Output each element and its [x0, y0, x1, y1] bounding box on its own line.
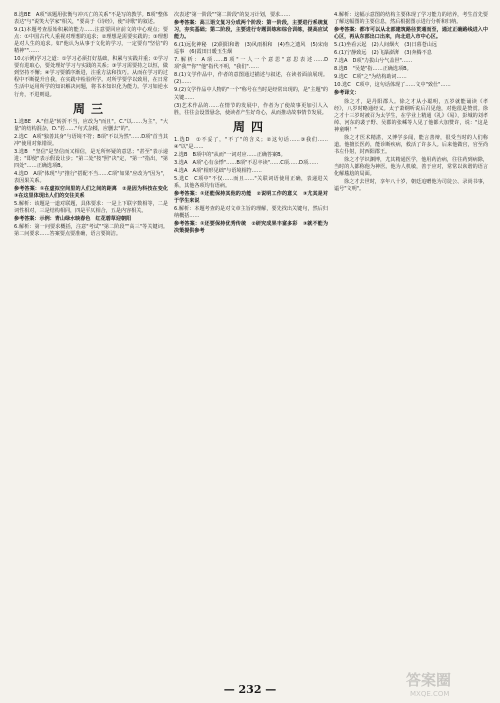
answer-paragraph: 徐之才医术精湛，又博学多闻，能言善辩，很受当时的人们称道。他擅长医药，能诊断疾病，救活了许多人。后来他做官，官至尚书左仆射，封西阳郡王。: [334, 134, 488, 155]
answer-paragraph: 1.选BE A."但是"转折不当，应改为"而且"。C."以……为主"，"大量"的结构混杂，D."若……"句式杂糅，应删去"的"。: [14, 118, 168, 132]
answer-paragraph: 6.解析：本题考查的是对文章主旨的理解，要先找出关键句，然后归纳概括……: [174, 206, 328, 220]
answer-paragraph: 参考答案：①还能保持其他的功能 ②说明工作的意义 ③尤其是对于学生来说: [174, 190, 328, 205]
watermark-text: 答案圈: [406, 671, 452, 689]
answer-paragraph: 8.选BE A项"该题用张衡与冲兴亡的关系"不是写的教学。B项"整体表达"与"说笑大学家"相关，"要高于《诗经》，使"诗歌"的叙述。: [14, 12, 168, 26]
answer-paragraph: 参考译文：: [334, 90, 360, 97]
answer-paragraph: 5.(1)坐看云起 (2)人间烟火 (3)日暮苍山远: [334, 42, 437, 49]
answer-paragraph: 参考答案：①在虚拟空间里的人们之间的距离 ②是因为科技在变化 ③在这里体现出人们的交往关系: [14, 185, 174, 200]
page-number: — 232 —: [223, 683, 277, 696]
answer-paragraph: 次表述"第一阶段""第二阶段"的复习计划，要求……: [174, 12, 291, 18]
column-right: [334, 12, 488, 672]
answer-paragraph: 5.解析：该题是一道对联题，具体要求：一是上下联字数相等，二是词性相对，三是结构相同，四是平仄相合，五是内容相关。: [14, 201, 168, 215]
answer-paragraph: 2.选C A项"独善其身"与语境不符；B项"不以为然"……D项"首当其冲"使用对象错误。: [14, 133, 168, 147]
answer-paragraph: (3)艺术作品的……在情节的发展中，作者为了使故事更加引人入胜，往往会设置悬念，使读者产生好奇心，从而推动故事情节发展。: [174, 102, 328, 116]
answer-paragraph: 2.选B B项中的"从而"一词对应……正确答案B。: [174, 151, 286, 158]
answer-paragraph: 3.选B "坚信"是坚信而又相信，是无所怀疑的意思；"甚至"表示递进；"即使"表示假设让步；"第二处"按"照"决"定，"第一"指出，"第四处"……正确选项B。: [14, 148, 168, 169]
answer-paragraph: 6.解析：第一问要求概括，注意"考试""第二阶段""高三"等关键词。第二问要求……答案要点要准确，语言要简洁。: [14, 224, 168, 238]
watermark-logo: [406, 669, 494, 699]
column-left: [14, 12, 174, 672]
answer-paragraph: 6.(1)远化神秘 (2)阴阳和谐 (3)风雨相和 (4)叁之遗风 (5)宋南巡事 (6)霞田日暖玉生烟: [174, 42, 328, 56]
answer-paragraph: 5.选C C项中"不仅……而且……"关联词语使用正确，表递进关系，其他各项均有语病。: [174, 175, 328, 189]
answer-paragraph: 10.(示例)学习之道：①学习必须打好基础，积累与实践并重；②学习要有进取心，要处理好学习与实践的关系；③学习需要持之以恒，做到坚持不懈；④学习要循序渐进，注重方法和技巧。从而在学习的过程中不断提升自我，在实践中检验所学。对所学要学以致用，在日常生活中运用所学的知识解决问题，将书本知识化为能力。学习如逆水行舟，不进则退。: [14, 56, 168, 98]
answer-paragraph: 7.选A D项"力拔山兮气盖世"……: [334, 58, 413, 65]
answer-paragraph: 9.选C C项"之"为结构助词……: [334, 74, 407, 81]
answer-paragraph: 徐之才去世时，享年八十岁，朝廷追赠他为司徒公、录尚书事，谥号"文明"。: [334, 179, 488, 193]
answer-paragraph: 徐之才学识渊博，尤其精通医学，他用药治病，往往药到病除，当时的人都称他为神医。他为人机敏，善于应对，常常以诙谐的语言化解尴尬的局面。: [334, 156, 488, 177]
answer-paragraph: 4.解析：这幅示意图的结构主要体现了学习能力的培养，考生首先要了解这幅图的主要信息，然后根据图示进行分析和归纳。: [334, 12, 488, 26]
answer-page: [14, 12, 488, 672]
answer-paragraph: 参考答案：示例：青山绿水映春色 红花碧草迎朝阳: [14, 216, 132, 223]
answer-paragraph: 3.选A A项"心有余悸"……B项"不忍卒读"……C项……D项……: [174, 159, 319, 166]
section-heading: 周三: [72, 101, 109, 116]
answer-paragraph: 8.选B "吴楚"指……正确选项B。: [334, 66, 412, 73]
watermark-url: MXQE.COM: [410, 690, 450, 698]
answer-paragraph: 6.(1)宁静致远 (2)飞瀑澎湃 (3)奔腾不息: [334, 50, 432, 57]
answer-paragraph: 9.(1)本题考查原始积累的能力……注意要回应前文的中心观点；要点：①中国古代人重视对理想的追求；②理想是需要实践的；③理想是对人生的追求。如"他认为从事于文化的学习，一定要有"坚信"的精神""……: [14, 27, 168, 55]
answer-paragraph: 参考答案：高三语文复习分成两个阶段：第一阶段，主要进行系统复习，夯实基础；第二阶段，主要进行专题训练和综合训练，提高应试能力。: [174, 20, 328, 41]
answer-paragraph: 4.选A A项"相形见绌"与语境相符……: [174, 167, 262, 174]
section-heading: 周四: [232, 119, 269, 134]
answer-paragraph: 参考答案：都市可以从北部建筑路径贯通而至，通过正确路线进入中心区，再从东部出口出来，向北进入市中心区。: [334, 27, 488, 41]
answer-paragraph: 9.(2)文学作品中人物的"一个"称号在当时是经常出现的，是"主题"的关键……: [174, 87, 328, 101]
answer-paragraph: 10.选C C项中，这句话体现了……文中"致仕"……: [334, 82, 451, 89]
answer-paragraph: 参考答案：①还要保持优秀传统 ②研究成果丰富多彩 ③就不能为决策提供参考: [174, 221, 328, 235]
column-middle: [174, 12, 328, 672]
answer-paragraph: 4.选D A项"体现"与"推行"搭配不当……C项"如果"应改为"因为"，表因果关系。: [14, 170, 168, 184]
answer-paragraph: 7.解析：A项……B项"一人一个意思"意思表述……D项"我""你""他"指代不明，"我们"……: [174, 57, 328, 71]
answer-paragraph: 8.(1)文学作品中，作者的意图通过描述与叙述，在读者面前展现。(2)……: [174, 72, 328, 86]
answer-paragraph: 1.选D ①不妥了，"不了"的含义；②这句话……③我们……④"以"是……: [174, 136, 328, 150]
answer-paragraph: 徐之才，是丹阳郡人。徐之才从小聪明，五岁就能诵读《孝经》，八岁时略通经义。太子萧纲听说后召见他，对他很是赞赏。徐之才十三岁时被召为太学生，在学业上精通《礼》《易》，彭城的刘孝绰、河东的裴子野、吴郡的张嵊等人见了他都大加赞许，说："这是神童啊！": [334, 98, 488, 133]
